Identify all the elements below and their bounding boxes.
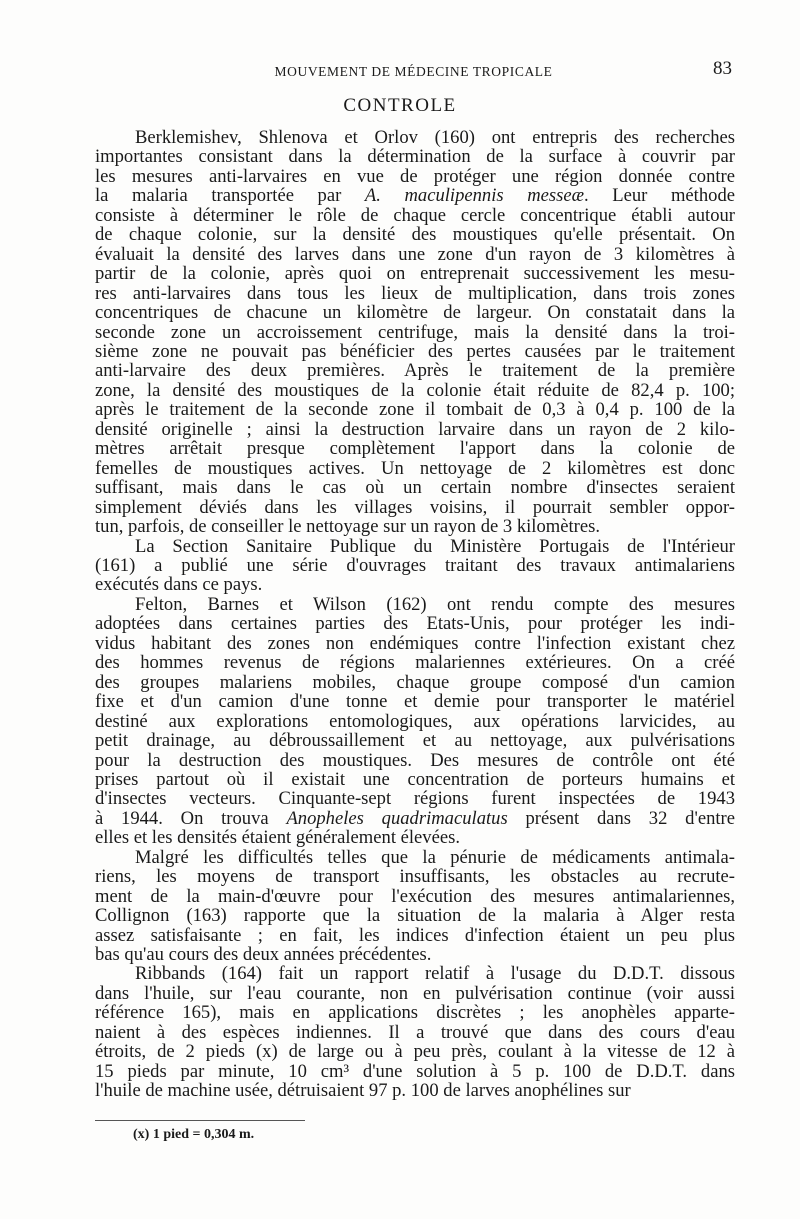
text-line: anti-larvaire des deux premières. Après le traitement de la première xyxy=(95,360,735,382)
text-line: suffisant, mais dans le cas où un certain nombre d'insectes seraient xyxy=(95,477,735,499)
text-line: simplement déviés dans les villages voisins, il pourrait sembler oppor- xyxy=(95,496,735,518)
text-line: elles et les densités étaient généralement élevées. xyxy=(95,827,460,849)
text-line: de chaque colonie, sur la densité des moustiques qu'elle présentait. On xyxy=(95,224,735,246)
page-number: 83 xyxy=(713,58,732,79)
text-line: Malgré les difficultés telles que la pénurie de médicaments antimala- xyxy=(135,846,735,868)
text-line: dans l'huile, sur l'eau courante, non en pulvérisation continue (voir aussi xyxy=(95,982,735,1004)
text-line: après le traitement de la seconde zone il tombait de 0,3 à 0,4 p. 100 de la xyxy=(95,399,735,421)
text-line: femelles de moustiques actives. Un nettoyage de 2 kilomètres est donc xyxy=(95,457,735,479)
text-line: riens, les moyens de transport insuffisants, les obstacles au recrute- xyxy=(95,866,735,888)
species-name: A. maculipennis messeæ xyxy=(364,185,585,207)
text-line: vidus habitant des zones non endémiques contre l'infection existant chez xyxy=(95,632,735,654)
paragraph xyxy=(95,595,735,848)
paragraph xyxy=(95,537,735,595)
text-line: fixe et d'un camion d'une tonne et demie pour transporter le matériel xyxy=(95,691,735,713)
paragraph xyxy=(95,128,735,537)
text-line: destiné aux explorations entomologiques, aux opérations larvicides, au xyxy=(95,710,735,732)
text-line: exécutés dans ce pays. xyxy=(95,574,263,596)
text-line: petit drainage, au débroussaillement et au nettoyage, aux pulvérisations xyxy=(95,730,735,752)
text-line: ment de la main-d'œuvre pour l'exécution des mesures antimalariennes, xyxy=(95,885,735,907)
footnote-rule xyxy=(95,1120,305,1121)
text-line: étroits, de 2 pieds (x) de large ou à peu près, coulant à la vitesse de 12 à xyxy=(95,1041,735,1063)
text-line: partir de la colonie, après quoi on entreprenait successivement les mesu- xyxy=(95,263,735,285)
body-text xyxy=(95,128,735,1101)
text-line: sième zone ne pouvait pas bénéficier des pertes causées par le traitement xyxy=(95,340,735,362)
section-title: CONTROLE xyxy=(343,95,457,116)
text-line: les mesures anti-larvaires en vue de protéger une région donnée contre xyxy=(95,165,735,187)
text-line: importantes consistant dans la détermination de la surface à couvrir par xyxy=(95,146,735,168)
text-line: 15 pieds par minute, 10 cm³ d'une solution à 5 p. 100 de D.D.T. dans xyxy=(95,1060,735,1082)
text-line: à 1944. On trouva Anopheles quadrimaculatus présent dans 32 d'entre xyxy=(95,807,735,829)
running-title: MOUVEMENT DE MÉDECINE TROPICALE xyxy=(274,64,553,79)
paragraph xyxy=(95,848,735,965)
text-line: des groupes malariens mobiles, chaque groupe composé d'un camion xyxy=(95,671,735,693)
text-line: mètres arrêtait presque complètement l'apport dans la colonie de xyxy=(95,438,735,460)
text-line: adoptées dans certaines parties des Etats-Unis, pour protéger les indi- xyxy=(95,613,735,635)
text-line: référence 165), mais en applications discrètes ; les anophèles apparte- xyxy=(95,1002,735,1024)
species-name: Anopheles quadrimaculatus xyxy=(286,807,508,829)
footnote: (x) 1 pied = 0,304 m. xyxy=(133,1127,255,1142)
text-line: évaluait la densité des larves dans une zone d'un rayon de 3 kilomètres à xyxy=(95,243,735,265)
running-head xyxy=(95,58,732,82)
text-line: La Section Sanitaire Publique du Ministère Portugais de l'Intérieur xyxy=(135,535,735,557)
paragraph xyxy=(95,964,735,1100)
text-line: densité originelle ; ainsi la destruction larvaire dans un rayon de 2 kilo- xyxy=(95,418,735,440)
text-line: Berklemishev, Shlenova et Orlov (160) ont entrepris des recherches xyxy=(135,127,735,148)
text-line: consiste à déterminer le rôle de chaque cercle concentrique établi autour xyxy=(95,204,735,226)
text-line: (161) a publié une série d'ouvrages traitant des travaux antimalariens xyxy=(95,554,735,576)
text-line: bas qu'au cours des deux années précédentes. xyxy=(95,944,432,966)
text-line: pour la destruction des moustiques. Des mesures de contrôle ont été xyxy=(95,749,735,771)
text-line: res anti-larvaires dans tous les lieux de multiplication, dans trois zones xyxy=(95,282,735,304)
text-line: seconde zone un accroissement centrifuge, mais la densité dans la troi- xyxy=(95,321,735,343)
text-line: Felton, Barnes et Wilson (162) ont rendu compte des mesures xyxy=(135,593,735,615)
text-line: tun, parfois, de conseiller le nettoyage sur un rayon de 3 kilomètres. xyxy=(95,516,600,538)
text-line: zone, la densité des moustiques de la colonie était réduite de 82,4 p. 100; xyxy=(95,379,735,401)
text-line: concentriques de chacune un kilomètre de largeur. On constatait dans la xyxy=(95,302,735,324)
text-line: Ribbands (164) fait un rapport relatif à l'usage du D.D.T. dissous xyxy=(135,963,735,985)
text-line: la malaria transportée par A. maculipennis messeæ. Leur méthode xyxy=(95,185,735,207)
text-line: Collignon (163) rapporte que la situation de la malaria à Alger resta xyxy=(95,905,735,927)
text-line: des hommes revenus de régions malariennes extérieures. On a créé xyxy=(95,652,735,674)
text-line: d'insectes vecteurs. Cinquante-sept régions furent inspectées de 1943 xyxy=(95,788,735,810)
text-line: assez satisfaisante ; en fait, les indices d'infection étaient un peu plus xyxy=(95,924,735,946)
text-line: l'huile de machine usée, détruisaient 97 p. 100 de larves anophélines sur xyxy=(95,1080,631,1102)
text-line: naient à des espèces indiennes. Il a trouvé que dans des cours d'eau xyxy=(95,1021,735,1043)
text-line: prises partout où il existait une concentration de porteurs humains et xyxy=(95,768,735,790)
